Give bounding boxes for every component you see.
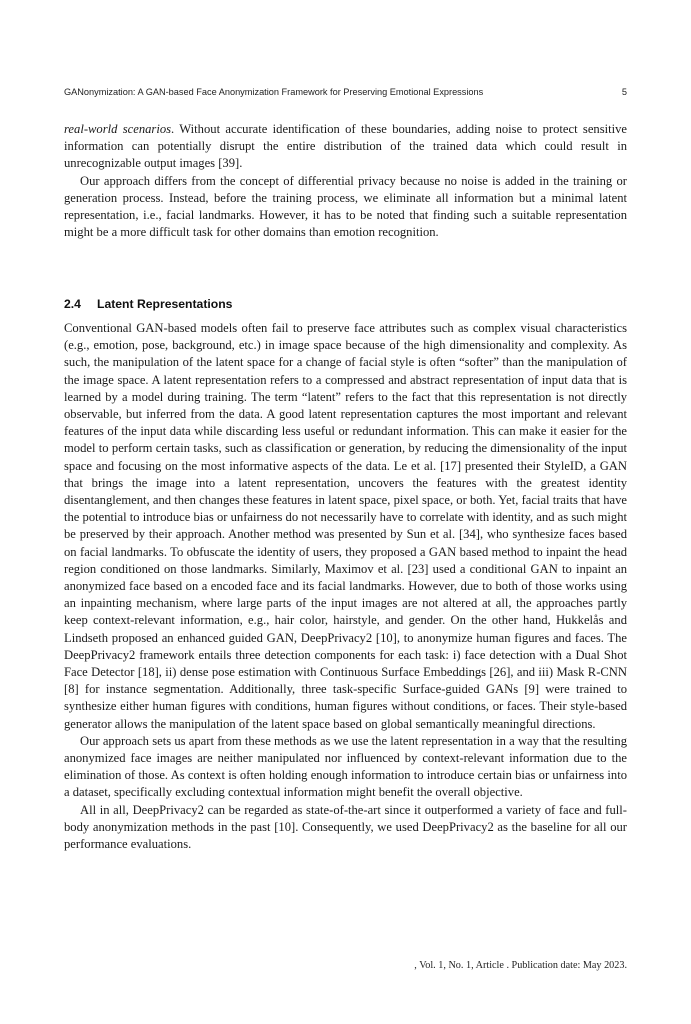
section-number: 2.4	[64, 297, 81, 311]
intro-text	[64, 121, 627, 241]
intro-paragraph-1	[64, 121, 627, 173]
intro-paragraph-2: Our approach differs from the concept of differential privacy because no noise is added in the training or generation process. Instead, before the training process, we eliminate all information but a minimal latent representation, i.e., facial landmarks. However, it has to be noted that finding such a suitable representation might be a more difficult task for other domains than emotion recognition.	[64, 173, 627, 240]
running-header	[64, 87, 627, 97]
section-paragraph-3: All in all, DeepPrivacy2 can be regarded as state-of-the-art since it outperformed a variety of face and full-body anonymization methods in the past [10]. Consequently, we used DeepPrivacy2 as the baseline for all our performance evaluations.	[64, 802, 627, 852]
section-paragraph-1: Conventional GAN-based models often fail to preserve face attributes such as complex visual characteristics (e.g., emotion, pose, background, etc.) in image space because of the high dimensionality and complexity. As such, the manipulation of the latent space for a change of facial style is often “softer” than the manipulation of the image space. A latent representation refers to a compressed and abstract representation of input data that is learned by a model during training. The term “latent” refers to the fact that this representation is not directly observable, but inferred from the data. A good latent representation captures the most important and relevant features of the input data while discarding less useful or redundant information. This can make it easier for the model to perform certain tasks, such as classification or generation, by reducing the dimensionality of the input space and focusing on the most informative aspects of the data. Le et al. [17] presented their StyleID, a GAN that brings the image into a latent representation, uncovers the features with the greatest identity disentanglement, and then changes these features in latent space, pixel space, or both. Yet, facial traits that have the potential to introduce bias or unfairness do not necessarily have to correlate with identity, and as such might be preserved by their approach. Another method was presented by Sun et al. [34], who synthesize faces based on facial landmarks. To obfuscate the identity of users, they proposed a GAN based method to inpaint the head region conditioned on those landmarks. Similarly, Maximov et al. [23] used a conditional GAN to inpaint an anonymized face based on a encoded face and its facial landmarks. However, due to both of those works using an inpainting mechanism, where large parts of the input images are not altered at all, the approaches partly keep context-relevant information, e.g., hair color, hairstyle, and gender. On the other hand, Hukkelås and Lindseth proposed an enhanced guided GAN, DeepPrivacy2 [10], to anonymize human figures and faces. The DeepPrivacy2 framework entails three detection components for each task: i) face detection with a Dual Shot Face Detector [18], ii) dense pose estimation with Continuous Surface Embeddings [26], and iii) Mask R-CNN [8] for instance segmentation. Additionally, three task-specific Surface-guided GANs [9] were trained to synthesize either human figures with conditions, human figures without conditions, or faces. Their style-based generator allows the manipulation of the latent space based on global semantically meaningful directions.	[64, 321, 627, 731]
section-heading	[64, 297, 627, 311]
section-body	[64, 320, 627, 853]
intro-paragraph-1-rest: . Without accurate identification of these boundaries, adding noise to protect sensitive information can potentially disrupt the entire distribution of the trained data which could result in unrecognizable output images [39].	[64, 122, 628, 171]
intro-italic-lead: real-world scenarios	[64, 122, 172, 136]
header-title: GANonymization: A GAN-based Face Anonymization Framework for Preserving Emotional Expressions	[64, 87, 484, 97]
page-number: 5	[621, 87, 627, 97]
section-title: Latent Representations	[97, 297, 233, 311]
page-footer: , Vol. 1, No. 1, Article . Publication date: May 2023.	[414, 960, 627, 971]
section-paragraph-2: Our approach sets us apart from these methods as we use the latent representation in a way that the resulting anonymized face images are neither manipulated nor influenced by context-relevant information due to the elimination of those. As context is often holding enough information to introduce certain bias or unfairness into a dataset, specifically excluding contextual information might benefit the overall objective.	[64, 733, 627, 800]
